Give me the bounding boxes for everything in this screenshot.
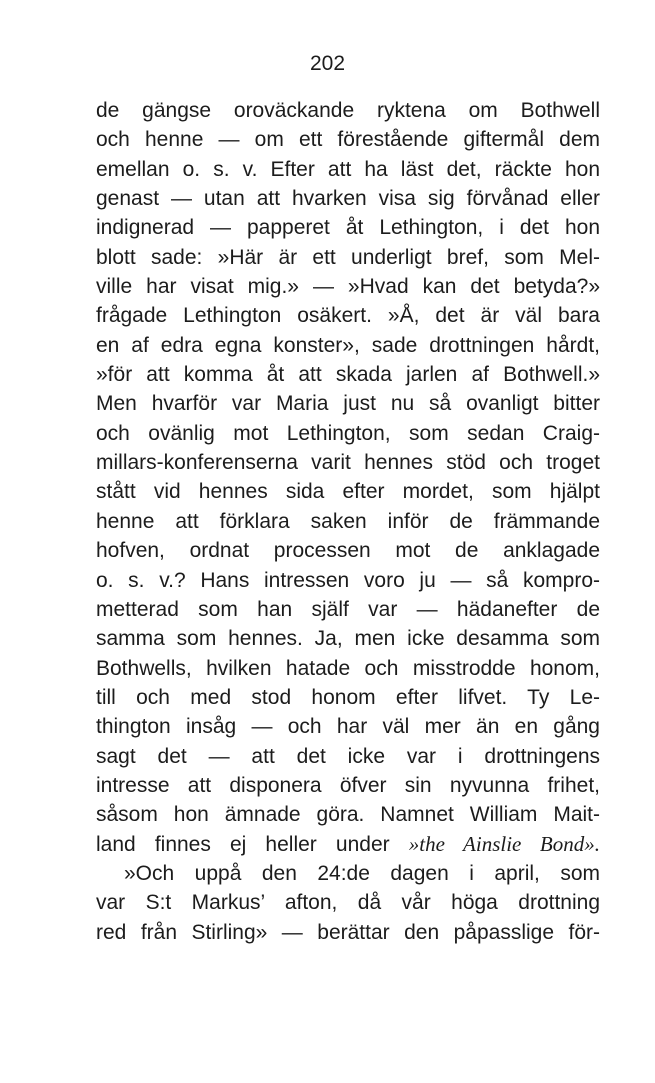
text-line: blott sade: »Här är ett underligt bref, som Mel- (96, 245, 600, 269)
document-title-italic: »the Ainslie Bond». (408, 831, 600, 856)
text-line: genast — utan att hvarken visa sig förvånad eller (96, 187, 600, 211)
text-line: metterad som han själf var — hädanefter de (96, 597, 600, 621)
text-line: Men hvarför var Maria just nu så ovanligt bitter (96, 392, 600, 416)
text-line: emellan o. s. v. Efter att ha läst det, räckte hon (96, 157, 600, 181)
text-line: o. s. v.? Hans intressen voro ju — så kompro- (96, 568, 600, 592)
body-text (96, 96, 600, 947)
text-line: frågade Lethington osäkert. »Å, det är väl bara (96, 304, 600, 328)
text-line: millars-konferenserna varit hennes stöd och troget (96, 451, 600, 475)
text-segment: land finnes ej heller under (96, 832, 409, 856)
text-line: stått vid hennes sida efter mordet, som hjälpt (96, 480, 600, 504)
text-line: till och med stod honom efter lifvet. Ty Le- (96, 685, 600, 709)
page-number: 202 (309, 52, 346, 75)
text-line: red från Stirling» — berättar den påpasslige för- (96, 920, 600, 944)
text-line: indignerad — papperet åt Lethington, i det hon (96, 216, 600, 240)
text-line-with-title (96, 830, 600, 859)
text-line: en af edra egna konster», sade drottningen hårdt, (96, 333, 600, 357)
text-line: hofven, ordnat processen mot de anklagade (96, 539, 600, 563)
text-line: såsom hon ämnade göra. Namnet William Mait- (96, 803, 600, 827)
text-line: sagt det — att det icke var i drottningens (96, 744, 600, 768)
text-line: och henne — om ett förestående giftermål dem (96, 128, 600, 152)
text-line: henne att förklara saken inför de främmande (96, 509, 600, 533)
text-line: intresse att disponera öfver sin nyvunna frihet, (96, 773, 600, 797)
text-line: de gängse oroväckande ryktena om Bothwell (96, 99, 600, 122)
text-line: var S:t Markus’ afton, då vår höga drottning (96, 891, 600, 915)
text-line: Bothwells, hvilken hatade och misstrodde honom, (96, 656, 600, 680)
text-line: »för att komma åt att skada jarlen af Bothwell.» (96, 363, 600, 387)
text-line: thington insåg — och har väl mer än en gång (96, 715, 600, 739)
text-line: samma som hennes. Ja, men icke desamma som (96, 627, 600, 651)
paragraph-first-line: »Och uppå den 24:de dagen i april, som (124, 861, 600, 885)
text-line: och ovänlig mot Lethington, som sedan Craig- (96, 421, 600, 445)
text-line: ville har visat mig.» — »Hvad kan det betyda?» (96, 275, 600, 299)
